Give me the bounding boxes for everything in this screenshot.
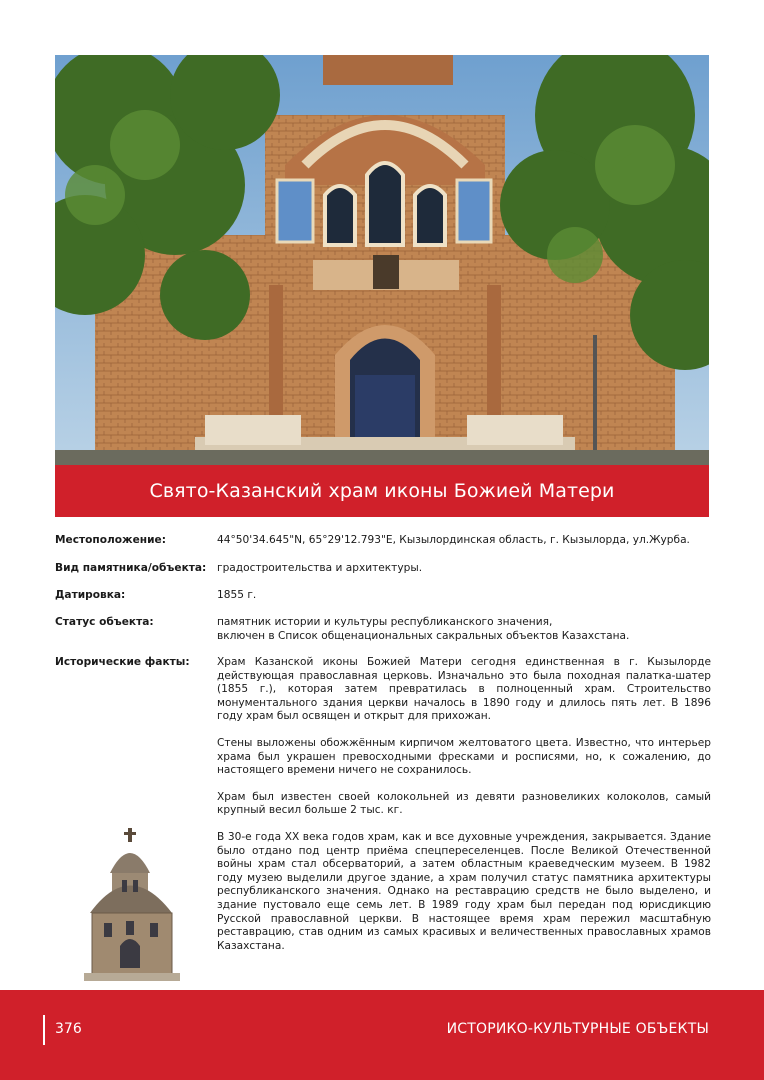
status-label: Статус объекта: [55,616,154,628]
date-label: Датировка: [55,589,126,601]
facts-paragraph: В 30-е года XX века годов храм, как и все духовные учреждения, закрывается. Здание было отдано под центр приёма спецпереселенцев. После Великой Отечественной войны храм стал обсерваторий, а затем областным краеведческим музеем. В 1982 году музею выделили другое здание, а храм получил статус памятника архитектуры республиканского значения. Однако на реставрацию средств не было выделено, и здание пустовало еще семь лет. В 1989 году храм был передан под юрисдикцию Русской православной церкви. В настоящее время храм пережил масштабную реставрацию, став одним из самых красивых и величественных православных храмов Казахстана. [217,830,711,952]
date-row [55,589,711,616]
status-row [55,616,711,656]
type-value: градостроительства и архитектуры. [217,562,423,574]
facts-label: Исторические факты: [55,656,190,668]
footer [0,990,764,1080]
status-value [217,616,711,643]
location-row [55,534,711,562]
church-photo [55,55,709,465]
status-line-2: включен в Список общенациональных сакральных объектов Казахстана. [217,629,630,642]
church-sketch-icon [80,818,190,988]
facts-paragraph: Храм был известен своей колокольней из девяти разновеликих колоколов, самый крупный весил больше 2 тыс. кг. [217,790,711,817]
status-line-1: памятник истории и культуры республиканского значения, [217,616,553,628]
location-value: 44°50'34.645"N, 65°29'12.793"E, Кызылординская область, г. Кызылорда, ул.Журба. [217,534,690,546]
page-number: 376 [55,1021,82,1037]
church-facade-illustration [55,55,709,465]
facts-value [217,656,711,953]
footer-divider [43,1015,45,1045]
church-sketch-image [80,818,190,988]
section-title: ИСТОРИКО-КУЛЬТУРНЫЕ ОБЪЕКТЫ [446,1021,709,1037]
date-value: 1855 г. [217,589,257,601]
type-row [55,562,711,589]
facts-paragraph: Храм Казанской иконы Божией Матери сегодня единственная в г. Кызылорде действующая православная церковь. Изначально это была походная палатка-шатер (1855 г.), которая затем превратилась в полноценный храм. Строительство монументального здания церкви началось в 1890 году и длилось пять лет. В 1896 году храм был освящен и открыт для прихожан. [217,656,711,723]
facts-paragraph: Стены выложены обожжённым кирпичом желтоватого цвета. Известно, что интерьер храма был украшен превосходными фресками и росписями, но, к сожалению, до настоящего времени ничего не сохранилось. [217,736,711,777]
title-band [55,465,709,517]
location-label: Местоположение: [55,534,166,546]
page-title: Свято-Казанский храм иконы Божией Матери [149,480,615,502]
type-label: Вид памятника/объекта: [55,562,207,574]
